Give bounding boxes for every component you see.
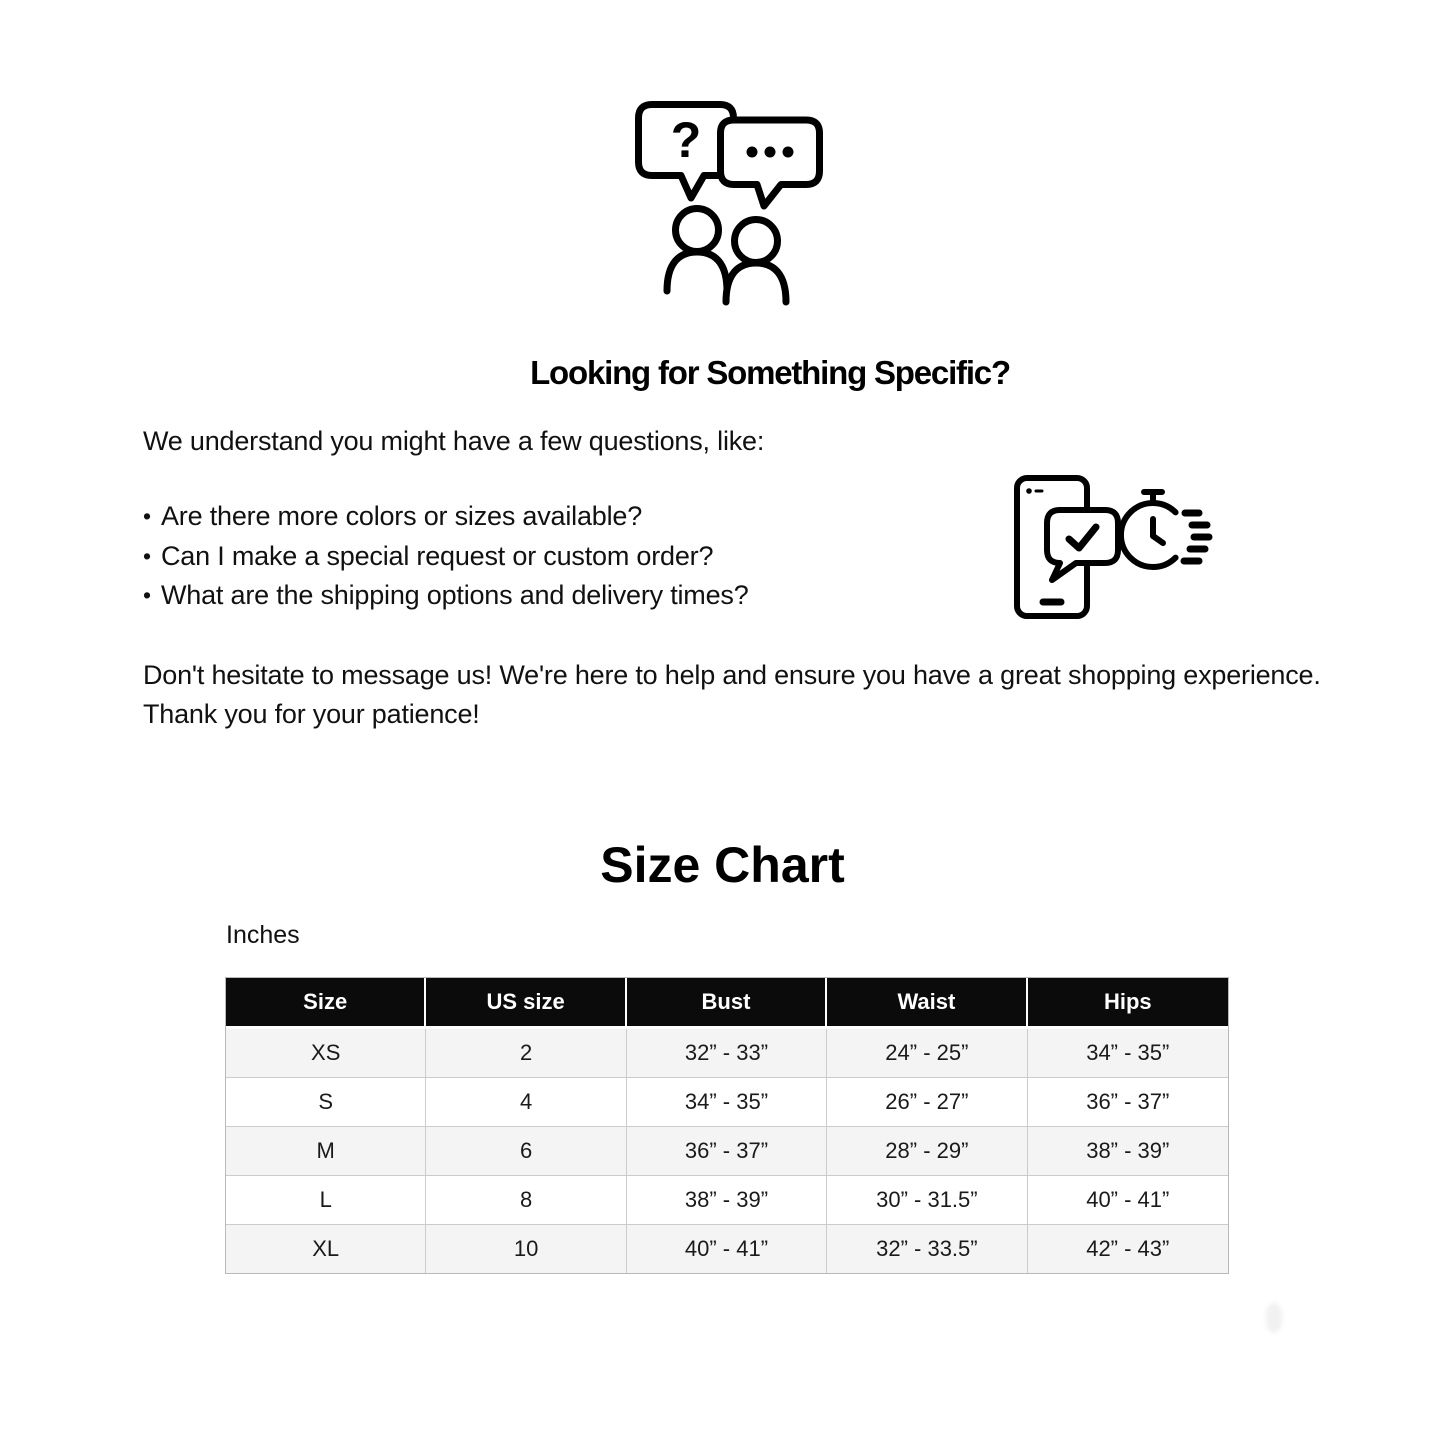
units-label: Inches [226,921,300,949]
cell-hips: 38” - 39” [1028,1127,1228,1176]
header-size: Size [226,978,426,1029]
cell-us: 2 [426,1029,626,1078]
cell-bust: 34” - 35” [627,1078,827,1127]
cell-waist: 24” - 25” [827,1029,1027,1078]
bullet-icon: • [143,582,151,608]
questions-list [143,497,749,616]
header-hips: Hips [1028,978,1228,1029]
question-item [143,497,749,537]
size-chart-table [225,977,1229,1274]
cell-size: S [226,1078,426,1127]
table-row-l [226,1176,1228,1225]
two-people-glyph [667,209,786,303]
cell-bust: 40” - 41” [627,1225,827,1273]
size-chart-header [226,978,1228,1029]
cell-size: XL [226,1225,426,1273]
typing-bubble [721,120,820,206]
cell-bust: 38” - 39” [627,1176,827,1225]
cell-us: 4 [426,1078,626,1127]
header-waist: Waist [827,978,1027,1029]
cell-size: XS [226,1029,426,1078]
question-item [143,576,749,616]
cell-hips: 34” - 35” [1028,1029,1228,1078]
people-chat-icon [634,100,824,306]
cell-size: L [226,1176,426,1225]
question-mark-glyph: ? [670,112,702,168]
table-row-m [226,1127,1228,1176]
phone-camera-dot [1026,488,1032,494]
cell-hips: 36” - 37” [1028,1078,1228,1127]
cell-waist: 26” - 27” [827,1078,1027,1127]
faint-watermark [1266,1303,1282,1333]
cell-waist: 28” - 29” [827,1127,1027,1176]
cell-waist: 32” - 33.5” [827,1225,1027,1273]
cell-hips: 42” - 43” [1028,1225,1228,1273]
cell-bust: 32” - 33” [627,1029,827,1078]
help-section-title: Looking for Something Specific? [530,354,1010,391]
size-chart-title: Size Chart [600,837,845,893]
bullet-icon: • [143,503,151,529]
cell-waist: 30” - 31.5” [827,1176,1027,1225]
speed-lines-icon [1184,513,1209,561]
header-bust: Bust [627,978,827,1029]
cell-bust: 36” - 37” [627,1127,827,1176]
cell-us: 8 [426,1176,626,1225]
header-us-size: US size [426,978,626,1029]
cell-us: 10 [426,1225,626,1273]
stopwatch-icon [1121,492,1176,567]
table-row-xs [226,1029,1228,1078]
quick-reply-icon [1008,472,1213,622]
question-text: Can I make a special request or custom order? [161,540,714,571]
help-intro-text: We understand you might have a few questions, like: [143,426,765,456]
table-row-s [226,1078,1228,1127]
typing-dots [747,147,794,158]
cell-size: M [226,1127,426,1176]
question-text: Are there more colors or sizes available? [161,501,643,531]
table-row-xl [226,1225,1228,1273]
question-item [143,537,749,577]
cell-us: 6 [426,1127,626,1176]
cell-hips: 40” - 41” [1028,1176,1228,1225]
help-closing-text: Don't hesitate to message us! We're here to help and ensure you have a great shopping experience. Thank you for your patience! [143,660,1321,729]
bullet-icon: • [143,542,151,569]
question-text: What are the shipping options and delivery times? [161,580,749,610]
